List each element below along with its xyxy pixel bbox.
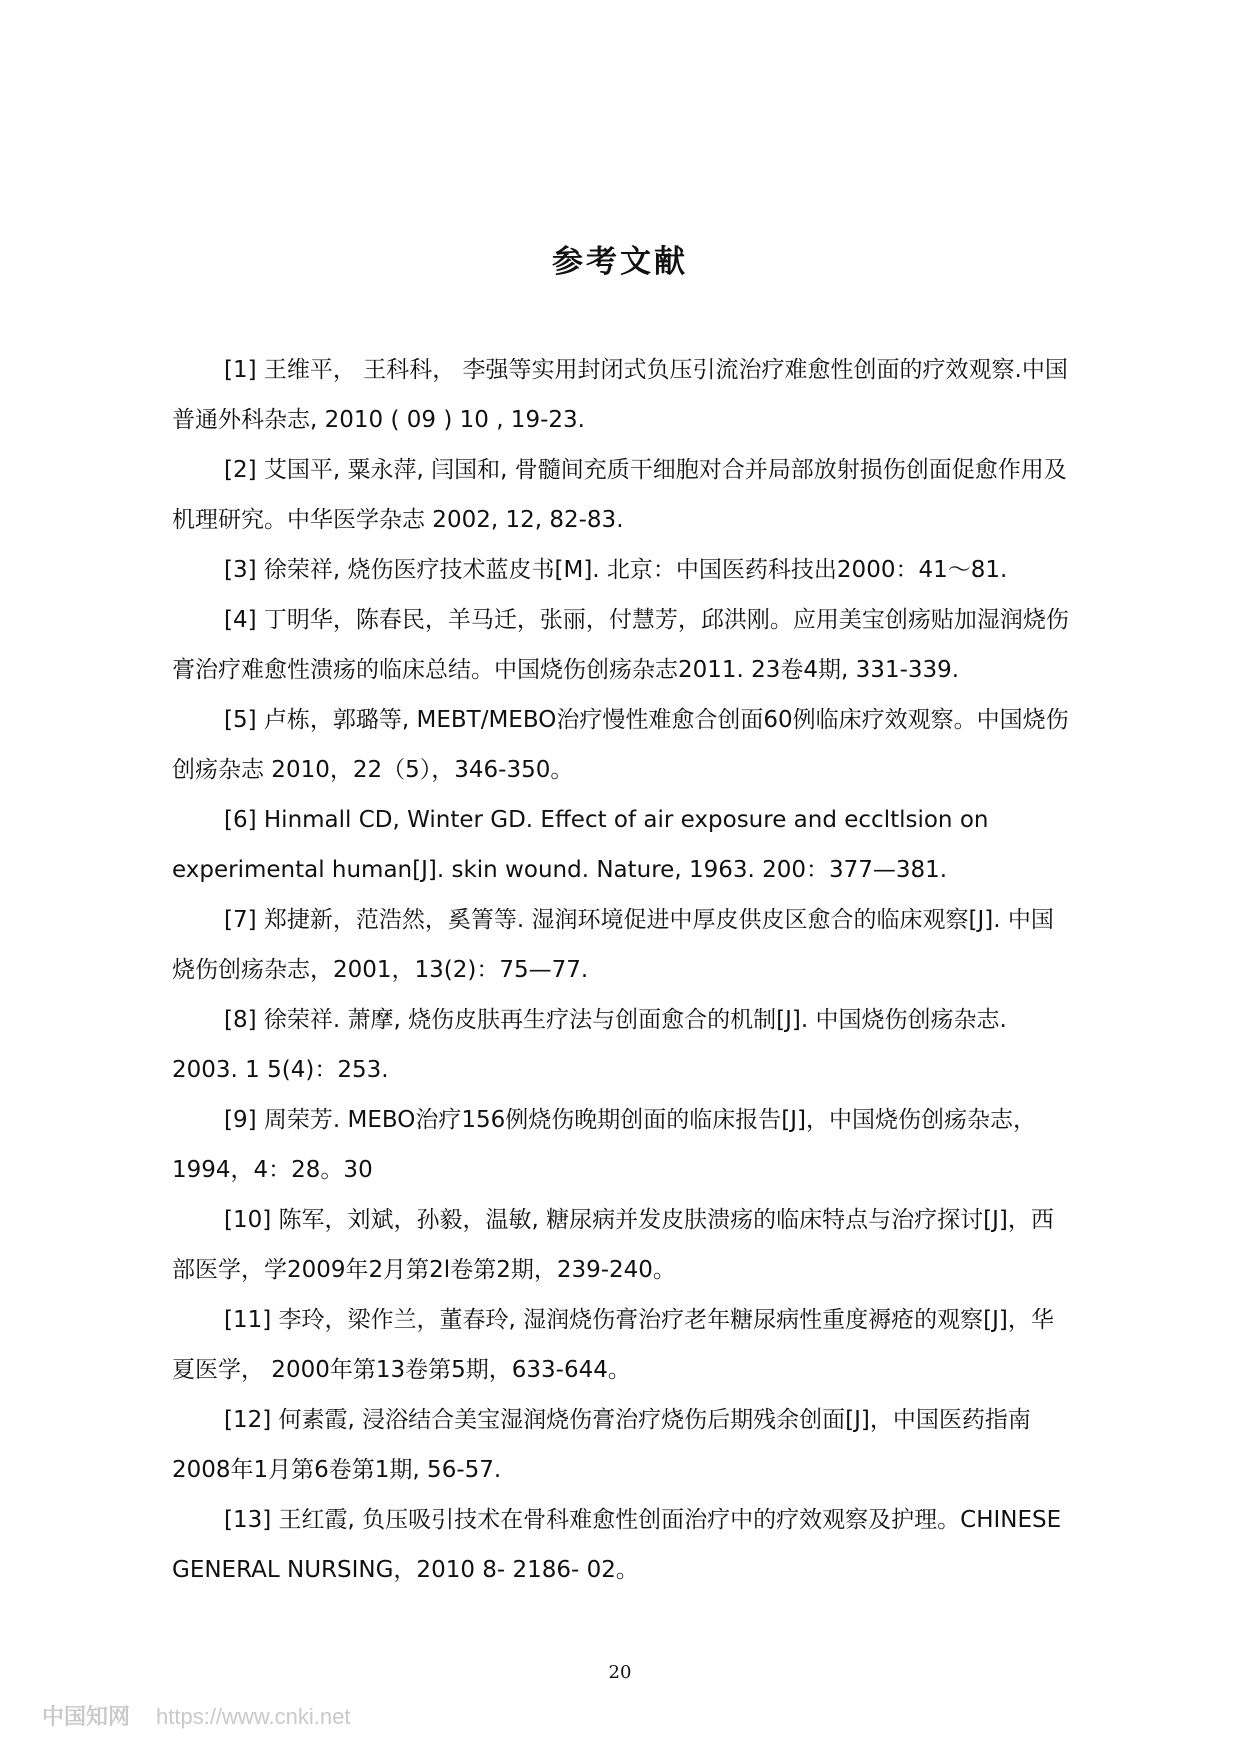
page-number: 20 — [608, 1662, 632, 1683]
page-title: 参考文献 — [552, 244, 688, 280]
reference-item: [10] 陈军，刘斌，孙毅，温敏, 糖尿病并发皮肤溃疡的临床特点与治疗探讨[J]，西部医学，学2009年2月第2l卷第2期，239-240。 — [172, 1207, 1054, 1283]
reference-item: [6] Hinmall CD, Winter GD. Effect of air exposure and eccltlsion on experimental human[J]. skin wound. Nature, 1963. 200：377—381. — [172, 807, 989, 883]
reference-item: [4] 丁明华，陈春民，羊马迁，张丽，付慧芳，邱洪刚。应用美宝创疡贴加湿润烧伤膏治疗难愈性溃疡的临床总结。中国烧伤创疡杂志2011. 23卷4期, 331-339. — [172, 607, 1069, 683]
reference-item: [3] 徐荣祥, 烧伤医疗技术蓝皮书[M]. 北京：中国医药科技出2000：41～81. — [224, 557, 1008, 583]
reference-item: [12] 何素霞, 浸浴结合美宝湿润烧伤膏治疗烧伤后期残余创面[J]，中国医药指南2008年1月第6卷第1期, 56-57. — [172, 1407, 1031, 1483]
watermark-url: https://www.cnki.net — [156, 1704, 351, 1729]
reference-item: [13] 王红霞, 负压吸引技术在骨科难愈性创面治疗中的疗效观察及护理。CHINESE GENERAL NURSING，2010 8- 2186- 02。 — [172, 1507, 1062, 1583]
watermark-site-name: 中国知网 — [42, 1704, 131, 1729]
reference-item: [2] 艾国平, 粟永萍, 闫国和, 骨髓间充质干细胞对合并局部放射损伤创面促愈作用及机理研究。中华医学杂志 2002, 12, 82-83. — [172, 457, 1067, 533]
reference-item: [1] 王维平， 王科科， 李强等实用封闭式负压引流治疗难愈性创面的疗效观察.中国普通外科杂志, 2010 ( 09 ) 10 , 19-23. — [172, 357, 1068, 433]
watermark — [42, 1700, 350, 1731]
reference-item: [8] 徐荣祥. 萧摩, 烧伤皮肤再生疗法与创面愈合的机制[J]. 中国烧伤创疡杂志. 2003. 1 5(4)：253. — [172, 1007, 1007, 1083]
reference-item: [7] 郑捷新，范浩然，奚箐等. 湿润环境促进中厚皮供皮区愈合的临床观察[J]. 中国烧伤创疡杂志，2001，13(2)：75—77. — [172, 907, 1054, 983]
reference-item: [5] 卢栋，郭璐等, MEBT/MEBO治疗慢性难愈合创面60例临床疗效观察。中国烧伤创疡杂志 2010，22（5），346-350。 — [172, 707, 1069, 783]
reference-item: [11] 李玲，梁作兰，董春玲, 湿润烧伤膏治疗老年糖尿病性重度褥疮的观察[J]，华夏医学， 2000年第13卷第5期，633-644。 — [172, 1307, 1054, 1383]
reference-list — [172, 345, 1072, 1595]
reference-item: [9] 周荣芳. MEBO治疗156例烧伤晚期创面的临床报告[J]，中国烧伤创疡杂志，1994，4：28。30 — [172, 1107, 1036, 1183]
